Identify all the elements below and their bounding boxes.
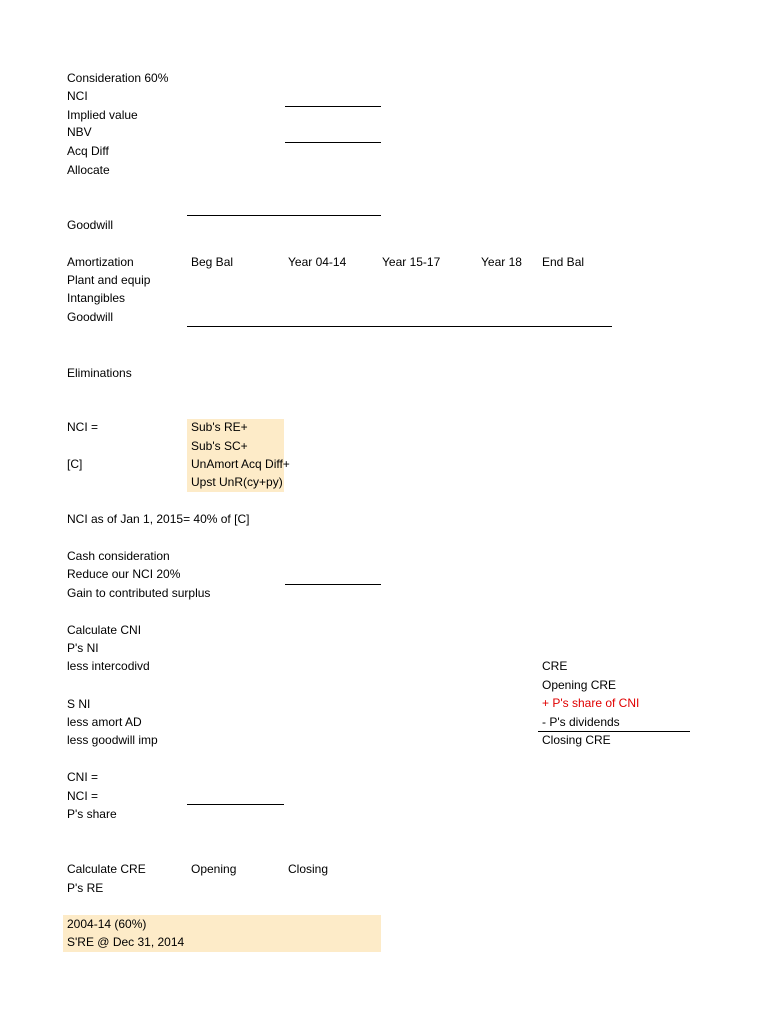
goodwill-label: Goodwill [67,218,114,232]
cre-closing-header: Closing [288,862,329,876]
cre-title: CRE [542,659,568,673]
amort-header-end-bal: End Bal [542,255,585,269]
s-ni-label: S NI [67,697,91,711]
nci-eq-label: NCI = [67,420,99,434]
amort-header-year-15-17: Year 15-17 [382,255,441,269]
cni-title: Calculate CNI [67,623,142,637]
calculate-cre-title: Calculate CRE [67,862,146,876]
underline-amortization [187,326,612,327]
p-share-label: P's share [67,807,117,821]
nbv-label: NBV [67,125,92,139]
underline-nbv [285,142,381,143]
cre-row-2004-14: 2004-14 (60%) [67,917,147,931]
p-share-cni-label: + P's share of CNI [542,696,640,710]
less-goodwill-label: less goodwill imp [67,733,158,747]
nci-label: NCI [67,89,88,103]
p-dividends-label: - P's dividends [542,715,620,729]
cre-row-sre: S'RE @ Dec 31, 2014 [67,935,185,949]
cash-consideration-label: Cash consideration [67,549,170,563]
implied-value-label: Implied value [67,108,138,122]
underline-p-dividends [538,731,690,732]
amort-header-beg-bal: Beg Bal [191,255,234,269]
nci-item-sub-sc: Sub's SC+ [191,439,248,453]
nci-item-upst: Upst UnR(cy+py) [191,475,283,489]
less-intercodivd-label: less intercodivd [67,659,150,673]
cni-eq-label: CNI = [67,770,99,784]
acq-diff-label: Acq Diff [67,144,109,158]
p-ni-label: P's NI [67,641,99,655]
nci-jan-label: NCI as of Jan 1, 2015= 40% of [C] [67,512,250,526]
underline-nci-eq [187,804,284,805]
opening-cre-label: Opening CRE [542,678,617,692]
amortization-title: Amortization [67,255,134,269]
amort-row-goodwill: Goodwill [67,310,114,324]
less-amort-label: less amort AD [67,715,142,729]
underline-nci [285,106,381,107]
cre-opening-header: Opening [191,862,237,876]
eliminations-title: Eliminations [67,366,132,380]
amort-row-intangibles: Intangibles [67,291,126,305]
consideration-label: Consideration 60% [67,71,169,85]
c-label: [C] [67,457,83,471]
allocate-label: Allocate [67,163,110,177]
reduce-nci-label: Reduce our NCI 20% [67,567,181,581]
gain-label: Gain to contributed surplus [67,586,211,600]
nci-eq-label-2: NCI = [67,789,99,803]
nci-item-unamort: UnAmort Acq Diff+ [191,457,290,471]
p-re-label: P's RE [67,881,104,895]
underline-allocate [187,215,381,216]
underline-reduce [285,584,381,585]
amort-header-year-04-14: Year 04-14 [288,255,347,269]
amort-header-year-18: Year 18 [481,255,522,269]
closing-cre-label: Closing CRE [542,733,611,747]
nci-item-sub-re: Sub's RE+ [191,420,248,434]
amort-row-plant: Plant and equip [67,273,151,287]
